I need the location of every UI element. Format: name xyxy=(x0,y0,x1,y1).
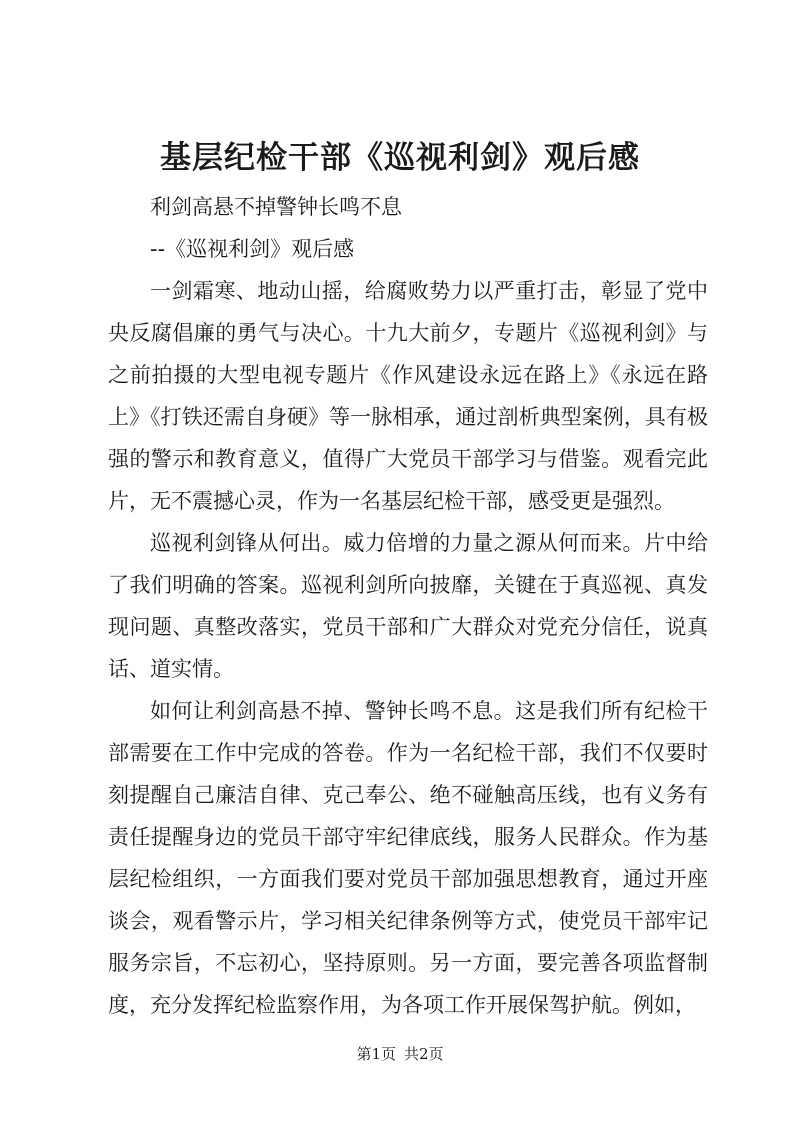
page-current: 第1页 xyxy=(356,1045,396,1063)
paragraph-2: 巡视利剑锋从何出。威力倍增的力量之源从何而来。片中给了我们明确的答案。巡视利剑所向披靡，关键在于真巡视、真发现问题、真整改落实，党员干部和广大群众对党充分信任，说真话、道实情。 xyxy=(108,531,708,681)
document-body xyxy=(108,186,708,1026)
paragraph-1: 一剑霜寒、地动山摇，给腐败势力以严重打击，彰显了党中央反腐倡廉的勇气与决心。十九大前夕，专题片《巡视利剑》与之前拍摄的大型电视专题片《作风建设永远在路上》《永远在路上》《打铁还需自身硬》等一脉相承，通过剖析典型案例，具有极强的警示和教育意义，值得广大党员干部学习与借鉴。观看完此片，无不震撼心灵，作为一名基层纪检干部，感受更是强烈。 xyxy=(108,279,708,513)
document-title: 基层纪检干部《巡视利剑》观后感 xyxy=(160,140,640,176)
page-footer xyxy=(0,1044,800,1064)
page-total: 共2页 xyxy=(404,1045,444,1063)
paragraph-3: 如何让利剑高悬不掉、警钟长鸣不息。这是我们所有纪检干部需要在工作中完成的答卷。作为一名纪检干部，我们不仅要时刻提醒自己廉洁自律、克己奉公、绝不碰触高压线，也有义务有责任提醒身边的党员干部守牢纪律底线，服务人民群众。作为基层纪检组织，一方面我们要对党员干部加强思想教育，通过开座谈会，观看警示片，学习相关纪律条例等方式，使党员干部牢记服务宗旨，不忘初心，坚持原则。另一方面，要完善各项监督制度，充分发挥纪检监察作用，为各项工作开展保驾护航。例如， xyxy=(108,699,708,1017)
byline-line: --《巡视利剑》观后感 xyxy=(150,237,355,261)
subtitle-line: 利剑高悬不掉警钟长鸣不息 xyxy=(150,195,402,219)
